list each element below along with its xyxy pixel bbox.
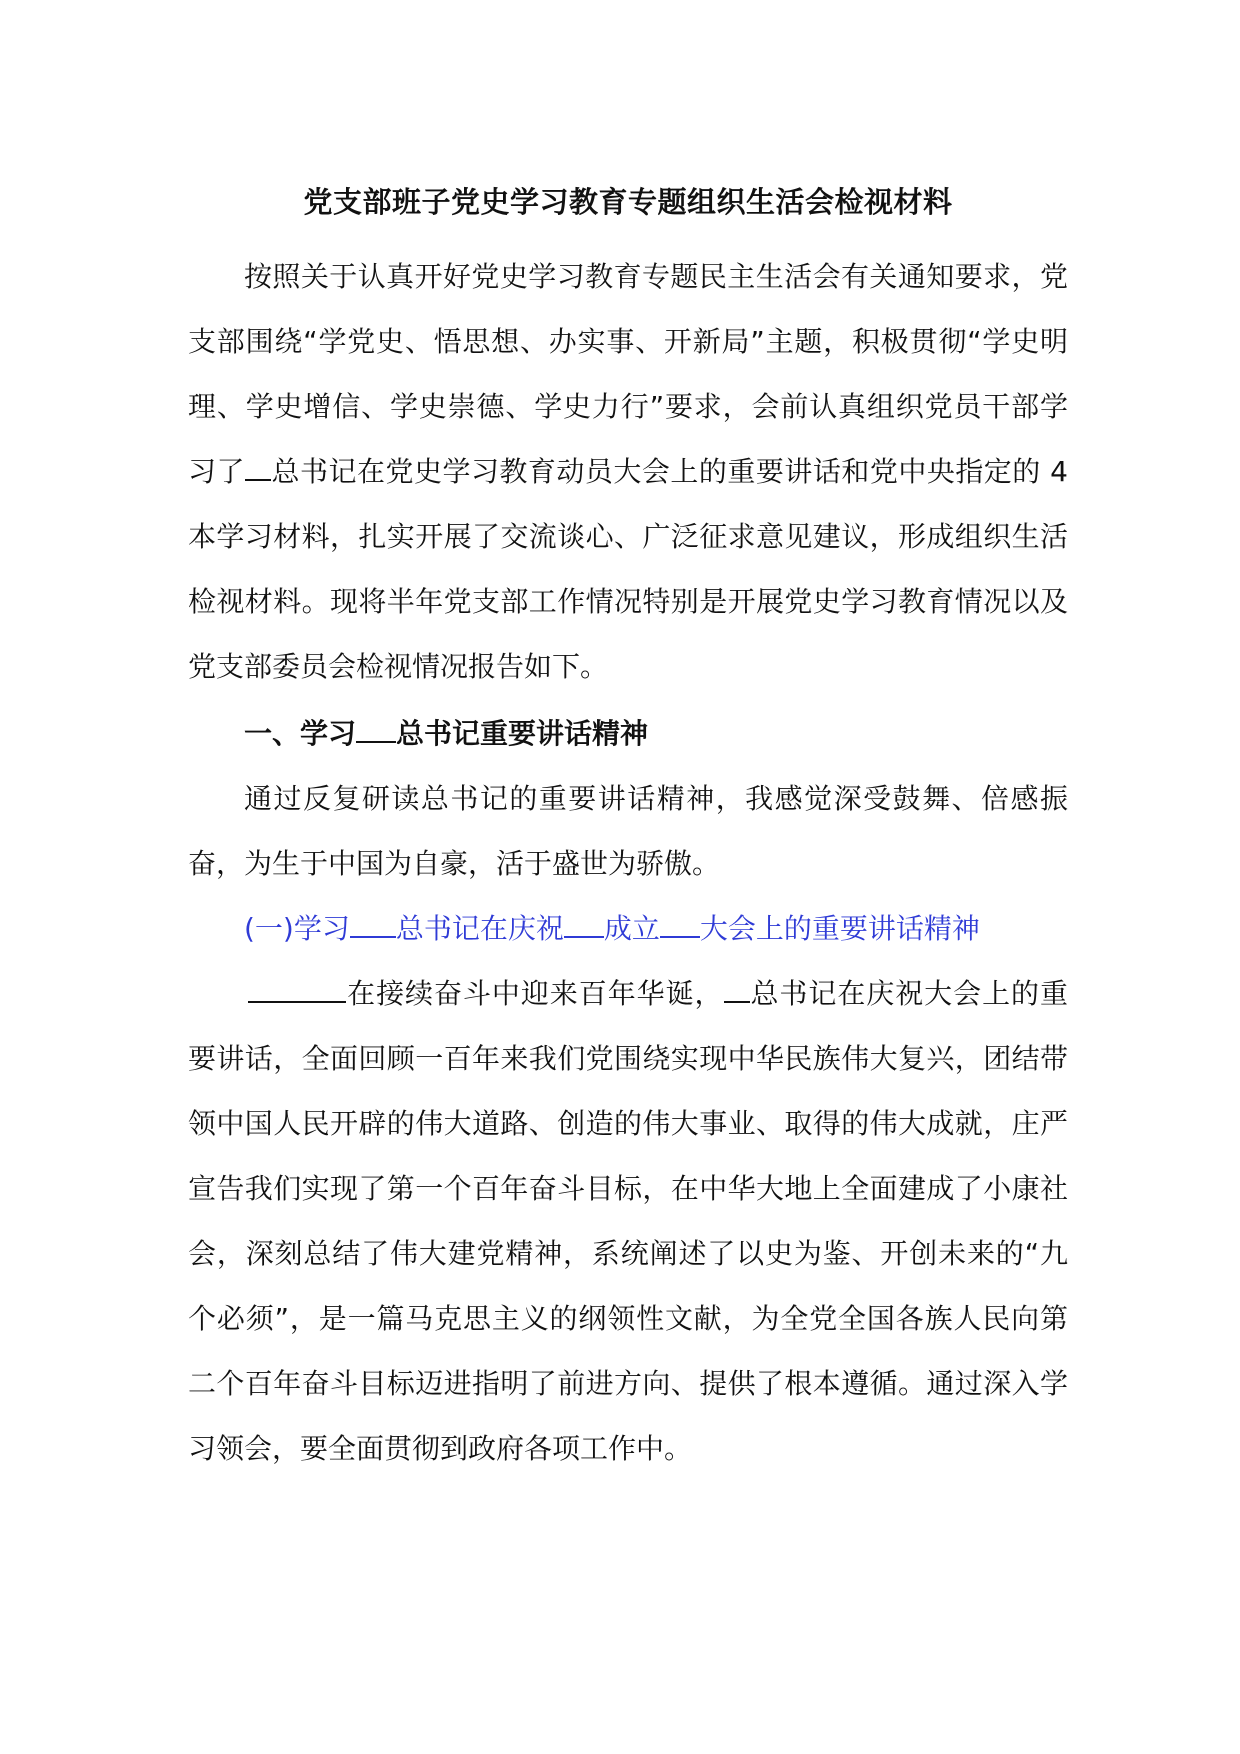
redacted-blank — [248, 976, 346, 1003]
subsection-heading — [188, 896, 1068, 961]
section-body-paragraph: 通过反复研读总书记的重要讲话精神，我感觉深受鼓舞、倍感振奋，为生于中国为自豪，活于盛世为骄傲。 — [188, 782, 1068, 880]
section-heading — [188, 701, 1068, 766]
subsection-heading-part4: 大会上的重要讲话精神 — [699, 912, 980, 945]
subsection-heading-part3: 成立 — [603, 912, 660, 945]
intro-text-part1: 按照关于认真开好党史学习教育专题民主生活会有关通知要求，党支部围绕“学党史、悟思想、办实事、开新局”主题，积极贯彻“学史明理、学史增信、学史崇德、学史力行”要求，会前认真组织党员干部学习了 — [188, 260, 1068, 488]
redacted-blank — [660, 911, 700, 938]
section-heading-prefix: 一、学习 — [244, 717, 357, 750]
intro-text-part2: 总书记在党史学习教育动员大会上的重要讲话和党中央指定的 4 本学习材料，扎实开展了交流谈心、广泛征求意见建议，形成组织生活检视材料。现将半年党支部工作情况特别是开展党史学习教育情况以及党支部委员会检视情况报告如下。 — [188, 455, 1068, 683]
subsection-heading-part1: (一)学习 — [244, 912, 350, 945]
redacted-blank — [245, 454, 271, 481]
subsection-body-part1: 在接续奋斗中迎来百年华诞， — [346, 977, 724, 1010]
redacted-blank — [724, 976, 750, 1003]
subsection-body-part2: 总书记在庆祝大会上的重要讲话，全面回顾一百年来我们党围绕实现中华民族伟大复兴，团结带领中国人民开辟的伟大道路、创造的伟大事业、取得的伟大成就，庄严宣告我们实现了第一个百年奋斗目标，在中华大地上全面建成了小康社会，深刻总结了伟大建党精神，系统阐述了以史为鉴、开创未来的“九个必须”，是一篇马克思主义的纲领性文献，为全党全国各族人民向第二个百年奋斗目标迈进指明了前进方向、提供了根本遵循。通过深入学习领会，要全面贯彻到政府各项工作中。 — [188, 977, 1068, 1465]
section-heading-suffix: 总书记重要讲话精神 — [396, 717, 649, 750]
document-title: 党支部班子党史学习教育专题组织生活会检视材料 — [303, 185, 953, 219]
redacted-blank — [564, 911, 604, 938]
intro-paragraph — [188, 244, 1068, 699]
document-body — [188, 178, 1068, 1481]
subsection-body-paragraph — [188, 961, 1068, 1481]
subsection-heading-part2: 总书记在庆祝 — [395, 912, 564, 945]
redacted-blank — [356, 716, 396, 743]
redacted-blank — [350, 911, 396, 938]
